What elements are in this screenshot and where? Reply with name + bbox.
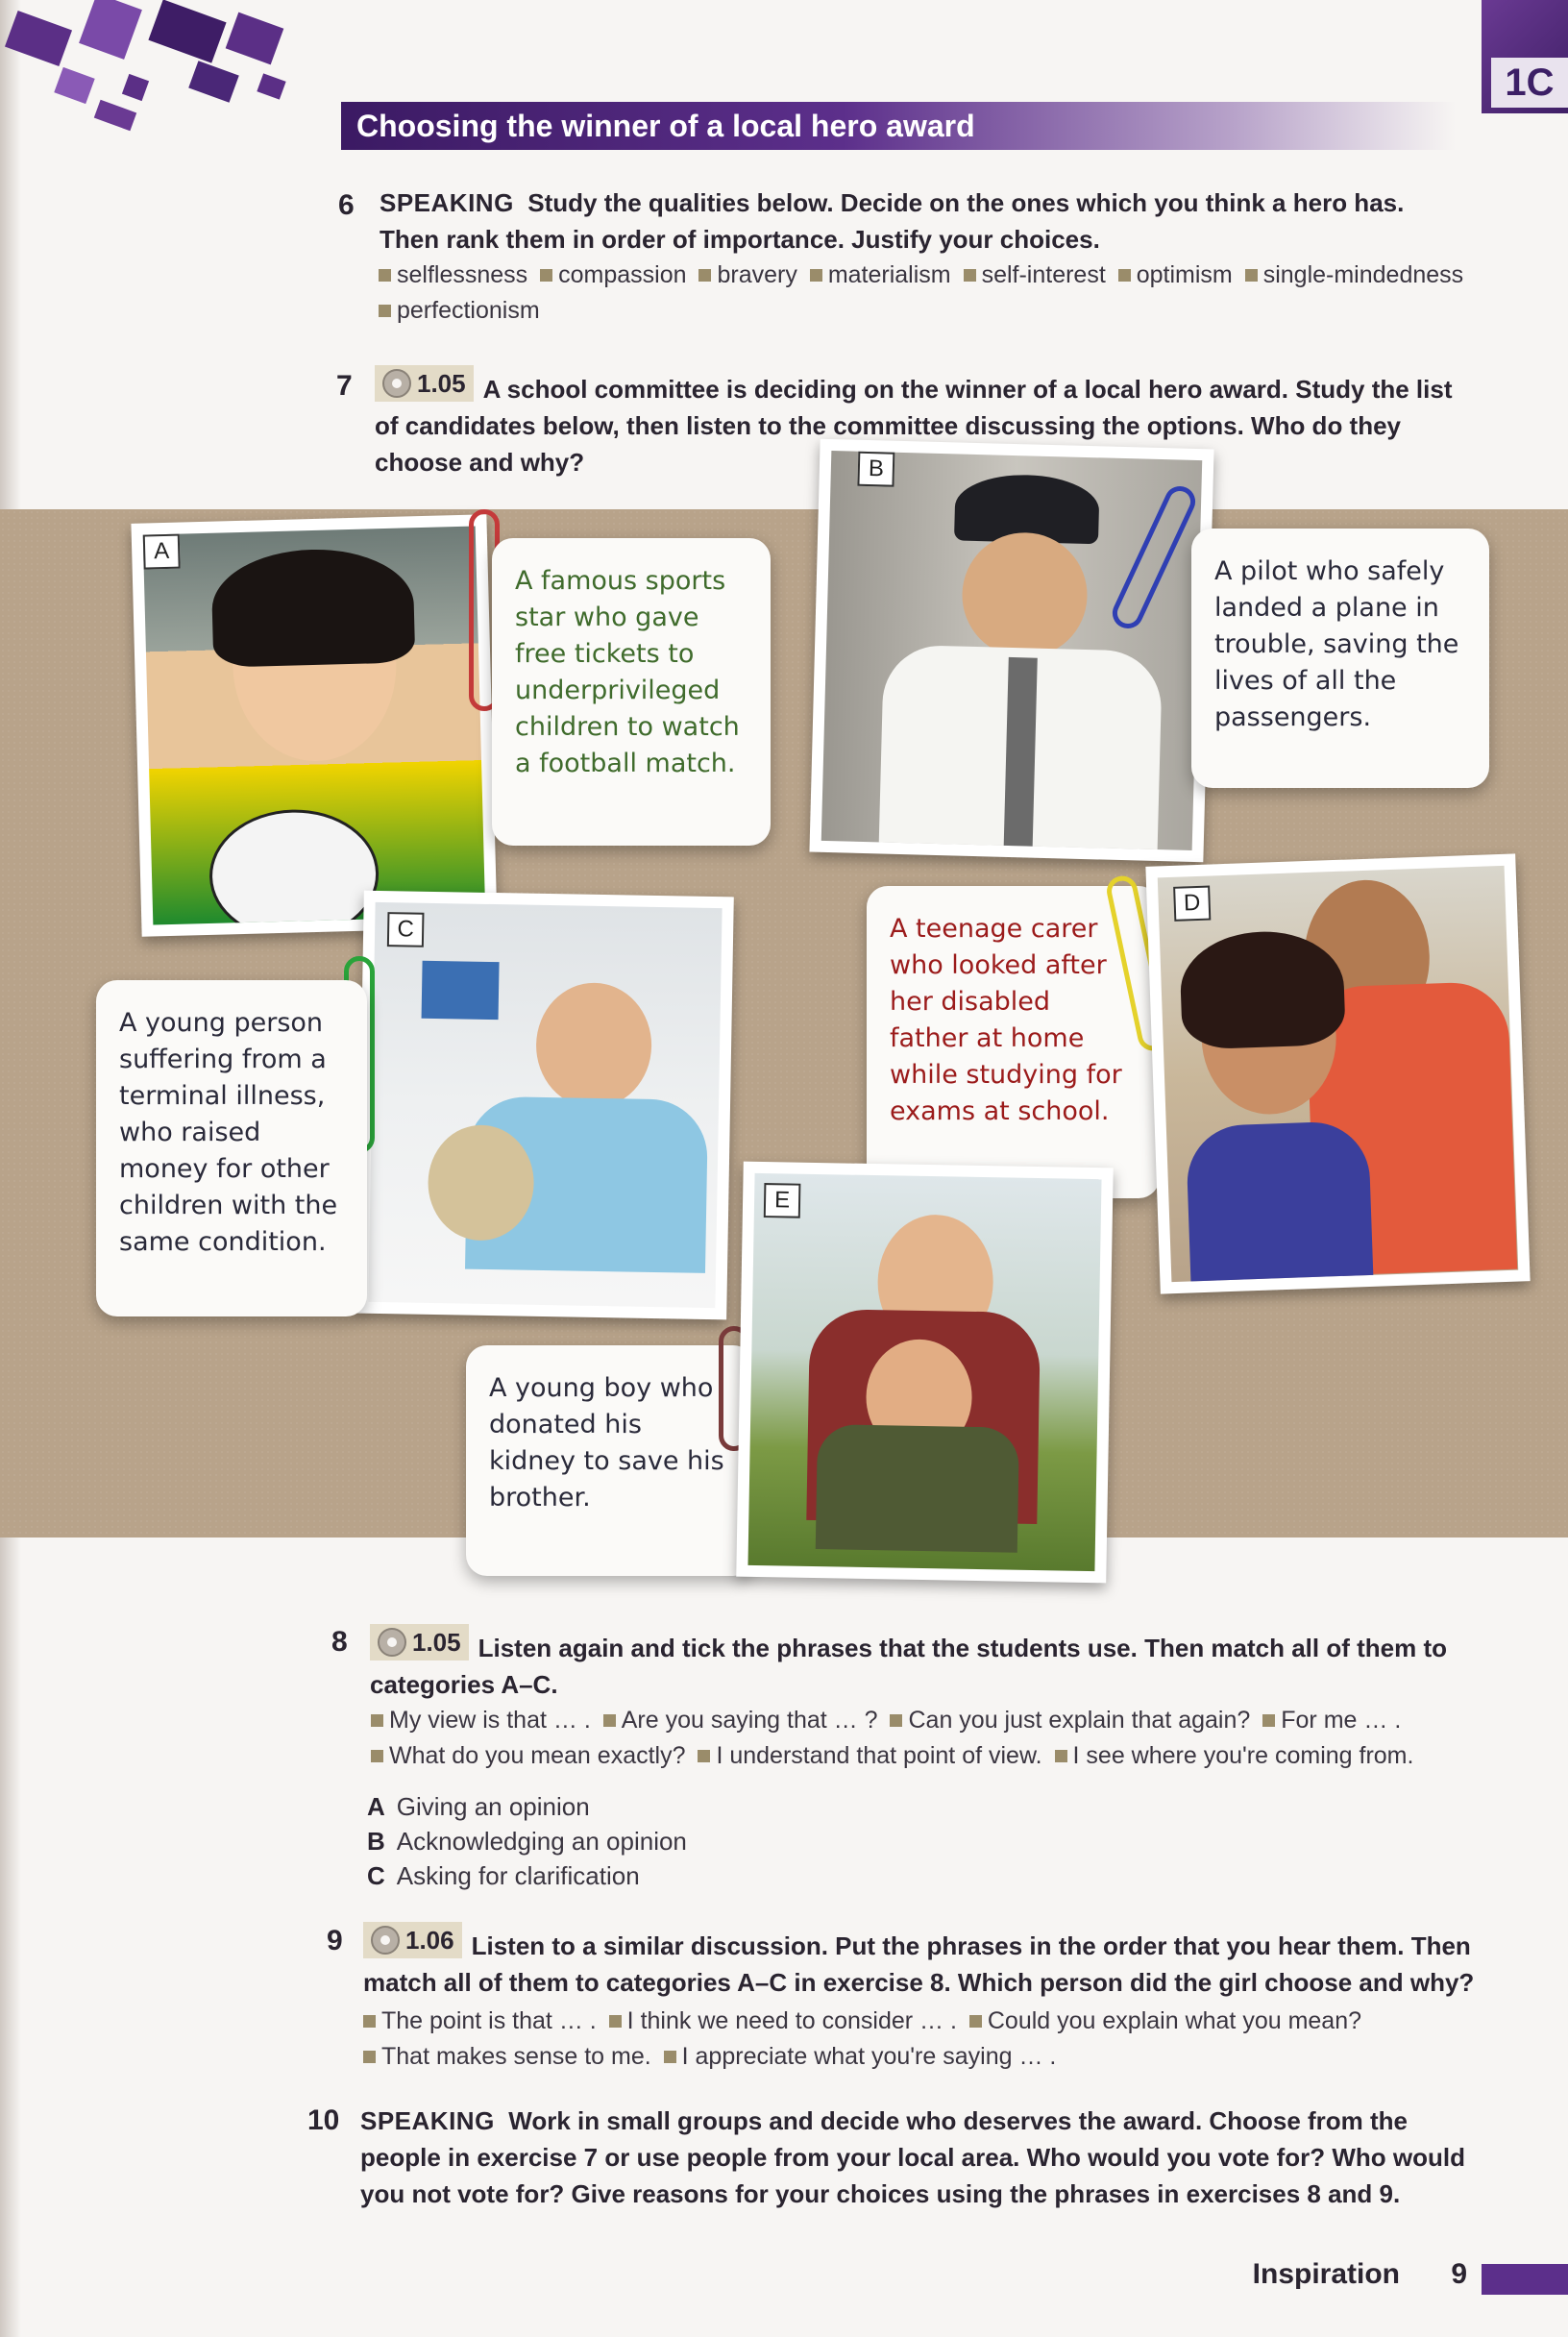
phrase-item: I appreciate what you're saying … .: [681, 2043, 1057, 2070]
quality-item: selflessness: [397, 261, 528, 288]
exercise-6-text: Study the qualities below. Decide on the ones which you think a hero has. Then rank them in order of importance. Justify your choices.: [380, 188, 1405, 254]
exercise-9-instruction: [363, 1922, 1478, 2001]
candidate-d-photo: [1145, 853, 1530, 1293]
quality-item: single-mindedness: [1262, 261, 1464, 288]
quality-item: bravery: [717, 261, 797, 288]
category-item: B Acknowledging an opinion: [367, 1827, 687, 1856]
audio-track[interactable]: [370, 1624, 469, 1660]
category-item: A Giving an opinion: [367, 1792, 590, 1821]
candidate-e-photo: [736, 1162, 1113, 1584]
candidate-a-text: A famous sports star who gave free tickets to underprivileged children to watch a football match.: [515, 566, 740, 778]
exercise-10-number: 10: [307, 2104, 340, 2136]
quality-item: compassion: [558, 261, 687, 288]
candidate-b-card: [1191, 529, 1489, 788]
footer-label: Inspiration: [1252, 2258, 1400, 2290]
decorative-squares: [0, 0, 317, 144]
candidate-letter: E: [764, 1183, 801, 1218]
cd-icon: [378, 1628, 406, 1657]
category-item: C Asking for clarification: [367, 1861, 640, 1890]
candidate-c-card: [96, 980, 367, 1316]
audio-track[interactable]: [375, 365, 474, 402]
phrase-item: Could you explain what you mean?: [987, 2007, 1362, 2034]
phrase-item: I understand that point of view.: [716, 1742, 1042, 1769]
phrase-item: I think we need to consider … .: [626, 2007, 957, 2034]
candidate-letter: B: [857, 452, 894, 487]
exercise-10-instruction: [360, 2103, 1494, 2212]
exercise-6-instruction: [380, 184, 1456, 258]
exercise-10-text: Work in small groups and decide who deserves the award. Choose from the people in exercise 7 or use people from your local area. Who would you vote for? Who would you not vote for? Give reasons for your choices using the phrases in exercises 8 and 9.: [360, 2106, 1465, 2208]
exercise-6-number: 6: [338, 189, 355, 221]
unit-label: 1C: [1491, 58, 1568, 108]
candidate-b-photo: [809, 439, 1213, 863]
phrase-item: That makes sense to me.: [381, 2043, 651, 2070]
quality-item: self-interest: [981, 261, 1106, 288]
phrase-item: What do you mean exactly?: [389, 1742, 686, 1769]
speaking-label: SPEAKING: [380, 188, 514, 217]
exercise-7-text: A school committee is deciding on the winner of a local hero award. Study the list of candidates below, then listen to the committee discussing the options. Who do they choose and why?: [375, 375, 1453, 477]
exercise-9-number: 9: [327, 1925, 343, 1956]
audio-track-number: 1.05: [417, 369, 466, 398]
candidate-a-card: [492, 538, 771, 846]
phrase-item: My view is that … .: [389, 1707, 591, 1734]
audio-track-number: 1.06: [405, 1926, 454, 1955]
candidate-letter: A: [143, 534, 181, 570]
phrase-item: Can you just explain that again?: [908, 1707, 1251, 1734]
quality-item: materialism: [827, 261, 951, 288]
exercise-8-number: 8: [331, 1626, 348, 1658]
candidate-e-text: A young boy who donated his kidney to save his brother.: [489, 1373, 724, 1513]
ex8-phrase-list: [365, 1703, 1518, 1774]
quality-item: perfectionism: [397, 297, 540, 324]
phrase-item: I see where you're coming from.: [1072, 1742, 1414, 1769]
phrase-item: Are you saying that … ?: [621, 1707, 878, 1734]
category-list: [367, 1789, 687, 1893]
exercise-8-text: Listen again and tick the phrases that the students use. Then match all of them to categories A–C.: [370, 1634, 1447, 1699]
candidate-letter: D: [1173, 886, 1211, 922]
candidate-letter: C: [387, 912, 425, 947]
candidate-c-photo: [356, 891, 734, 1320]
speaking-label: SPEAKING: [360, 2106, 495, 2135]
candidate-c-text: A young person suffering from a terminal illness, who raised money for other children with the same condition.: [119, 1008, 338, 1257]
cd-icon: [382, 369, 411, 398]
section-title: Choosing the winner of a local hero award: [341, 102, 1456, 150]
candidate-e-card: [466, 1345, 754, 1576]
candidate-d-text: A teenage carer who looked after her disabled father at home while studying for exams at school.: [890, 914, 1122, 1126]
quality-item: optimism: [1136, 261, 1233, 288]
qualities-list: [373, 258, 1507, 329]
exercise-8-instruction: [370, 1624, 1465, 1703]
page-number: 9: [1451, 2258, 1467, 2290]
footer-bar: [1482, 2264, 1568, 2295]
phrase-item: For me … .: [1281, 1707, 1402, 1734]
audio-track[interactable]: [363, 1922, 462, 1958]
audio-track-number: 1.05: [412, 1628, 461, 1657]
ex9-phrase-list: [357, 2004, 1510, 2075]
exercise-7-number: 7: [336, 370, 353, 402]
phrase-item: The point is that … .: [381, 2007, 597, 2034]
candidate-b-text: A pilot who safely landed a plane in trouble, saving the lives of all the passengers.: [1214, 556, 1459, 732]
cd-icon: [371, 1926, 400, 1955]
exercise-9-text: Listen to a similar discussion. Put the phrases in the order that you hear them. Then match all of them to categories A–C in exercise 8. Which person did the girl choose and why?: [363, 1931, 1475, 1997]
candidate-a-photo: [131, 514, 497, 937]
